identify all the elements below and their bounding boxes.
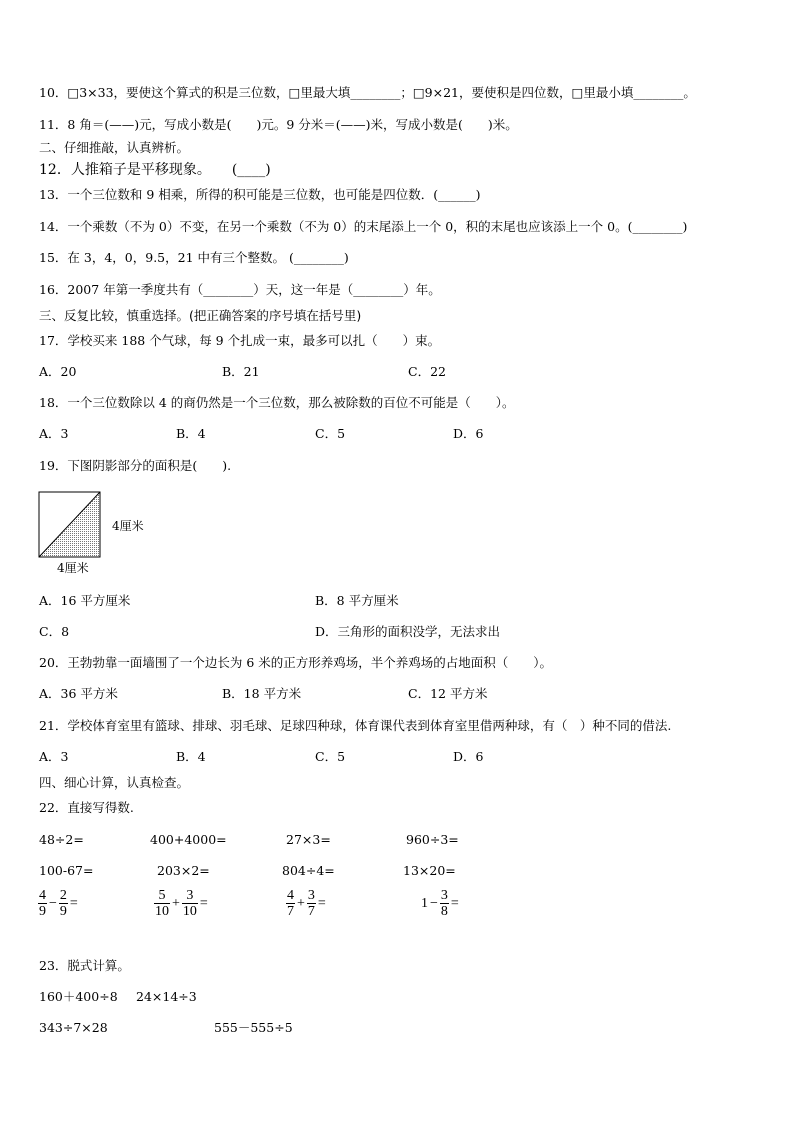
fraction-calc-2: $\frac{5}{10}$ + $\frac{3}{10}$ = — [155, 888, 208, 919]
option-q19-b: B．8 平方厘米 — [315, 593, 399, 608]
option-q20-a: A．36 平方米 — [39, 686, 118, 701]
question-15: 15．在 3，4，0，9.5，21 中有三个整数。 (________) — [39, 250, 349, 265]
question-17: 17．学校买来 188 个气球，每 9 个扎成一束，最多可以扎（ ）束。 — [39, 333, 441, 348]
option-q17-b: B．21 — [222, 364, 260, 379]
option-q18-a: A．3 — [39, 426, 69, 441]
option-q17-c: C．22 — [408, 364, 446, 379]
question-14: 14．一个乘数（不为 0）不变，在另一个乘数（不为 0）的末尾添上一个 0，积的末尾也应该添上一个 0。(________) — [39, 219, 688, 234]
step-calc-item: 160＋400÷8 — [39, 989, 118, 1004]
step-calc-item: 24×14÷3 — [136, 989, 197, 1004]
question-18: 18．一个三位数除以 4 的商仍然是一个三位数，那么被除数的百位不可能是（ ）。 — [39, 395, 515, 410]
fraction-calc-3: $\frac{4}{7}$ + $\frac{3}{7}$ = — [287, 888, 326, 919]
section-heading-3: 三、反复比较，慎重选择。(把正确答案的序号填在括号里) — [39, 308, 362, 323]
fraction-calc-1: $\frac{4}{9}$ − $\frac{2}{9}$ = — [39, 888, 78, 919]
option-q19-a: A．16 平方厘米 — [39, 593, 131, 608]
calc-item: 27×3= — [286, 832, 331, 847]
option-q18-b: B．4 — [176, 426, 206, 441]
option-q21-d: D．6 — [453, 749, 484, 764]
calc-item: 100-67= — [39, 863, 94, 878]
step-calc-item: 343÷7×28 — [39, 1020, 108, 1035]
option-q21-b: B．4 — [176, 749, 206, 764]
calc-item: 804÷4= — [282, 863, 335, 878]
section-heading-4: 四、细心计算，认真检查。 — [39, 775, 190, 790]
section-heading-2: 二、仔细推敲，认真辨析。 — [39, 140, 190, 155]
question-13: 13．一个三位数和 9 相乘，所得的积可能是三位数，也可能是四位数．(______) — [39, 187, 481, 202]
question-21: 21．学校体育室里有篮球、排球、羽毛球、足球四种球，体育课代表到体育室里借两种球，有（ ）种不同的借法. — [39, 718, 672, 733]
question-11: 11．8 角＝(——)元，写成小数是( )元。9 分米＝(——)米，写成小数是( )米。 — [39, 117, 518, 132]
option-q17-a: A．20 — [39, 364, 77, 379]
option-q21-c: C．5 — [315, 749, 346, 764]
question-10: 10．□3×33，要使这个算式的积是三位数，□里最大填________；□9×21，要使积是四位数，□里最小填________。 — [39, 85, 696, 100]
option-q18-d: D．6 — [453, 426, 484, 441]
calc-item: 400+4000= — [150, 832, 227, 847]
question-16: 16．2007 年第一季度共有（________）天，这一年是（________）年。 — [39, 282, 441, 297]
option-q20-b: B．18 平方米 — [222, 686, 302, 701]
option-q21-a: A．3 — [39, 749, 69, 764]
label-side-bottom: 4厘米 — [57, 561, 89, 575]
fraction-calc-4: 1 − $\frac{3}{8}$ = — [421, 888, 459, 919]
calc-item: 203×2= — [157, 863, 210, 878]
question-22: 22．直接写得数. — [39, 800, 134, 815]
option-q19-d: D．三角形的面积没学，无法求出 — [315, 624, 501, 639]
option-q18-c: C．5 — [315, 426, 346, 441]
question-23: 23．脱式计算。 — [39, 958, 130, 973]
question-19: 19．下图阴影部分的面积是( ). — [39, 458, 232, 473]
option-q19-c: C．8 — [39, 624, 70, 639]
question-12: 12．人推箱子是平移现象。 (____) — [39, 162, 271, 178]
calc-item: 960÷3= — [406, 832, 459, 847]
calc-item: 48÷2= — [39, 832, 84, 847]
question-20: 20．王勃勃靠一面墙围了一个边长为 6 米的正方形养鸡场，半个养鸡场的占地面积（ ）。 — [39, 655, 553, 670]
label-side-right: 4厘米 — [112, 519, 144, 533]
calc-item: 13×20= — [403, 863, 456, 878]
option-q20-c: C．12 平方米 — [408, 686, 488, 701]
step-calc-item: 555－555÷5 — [214, 1020, 293, 1035]
shaded-square-figure — [30, 485, 160, 577]
